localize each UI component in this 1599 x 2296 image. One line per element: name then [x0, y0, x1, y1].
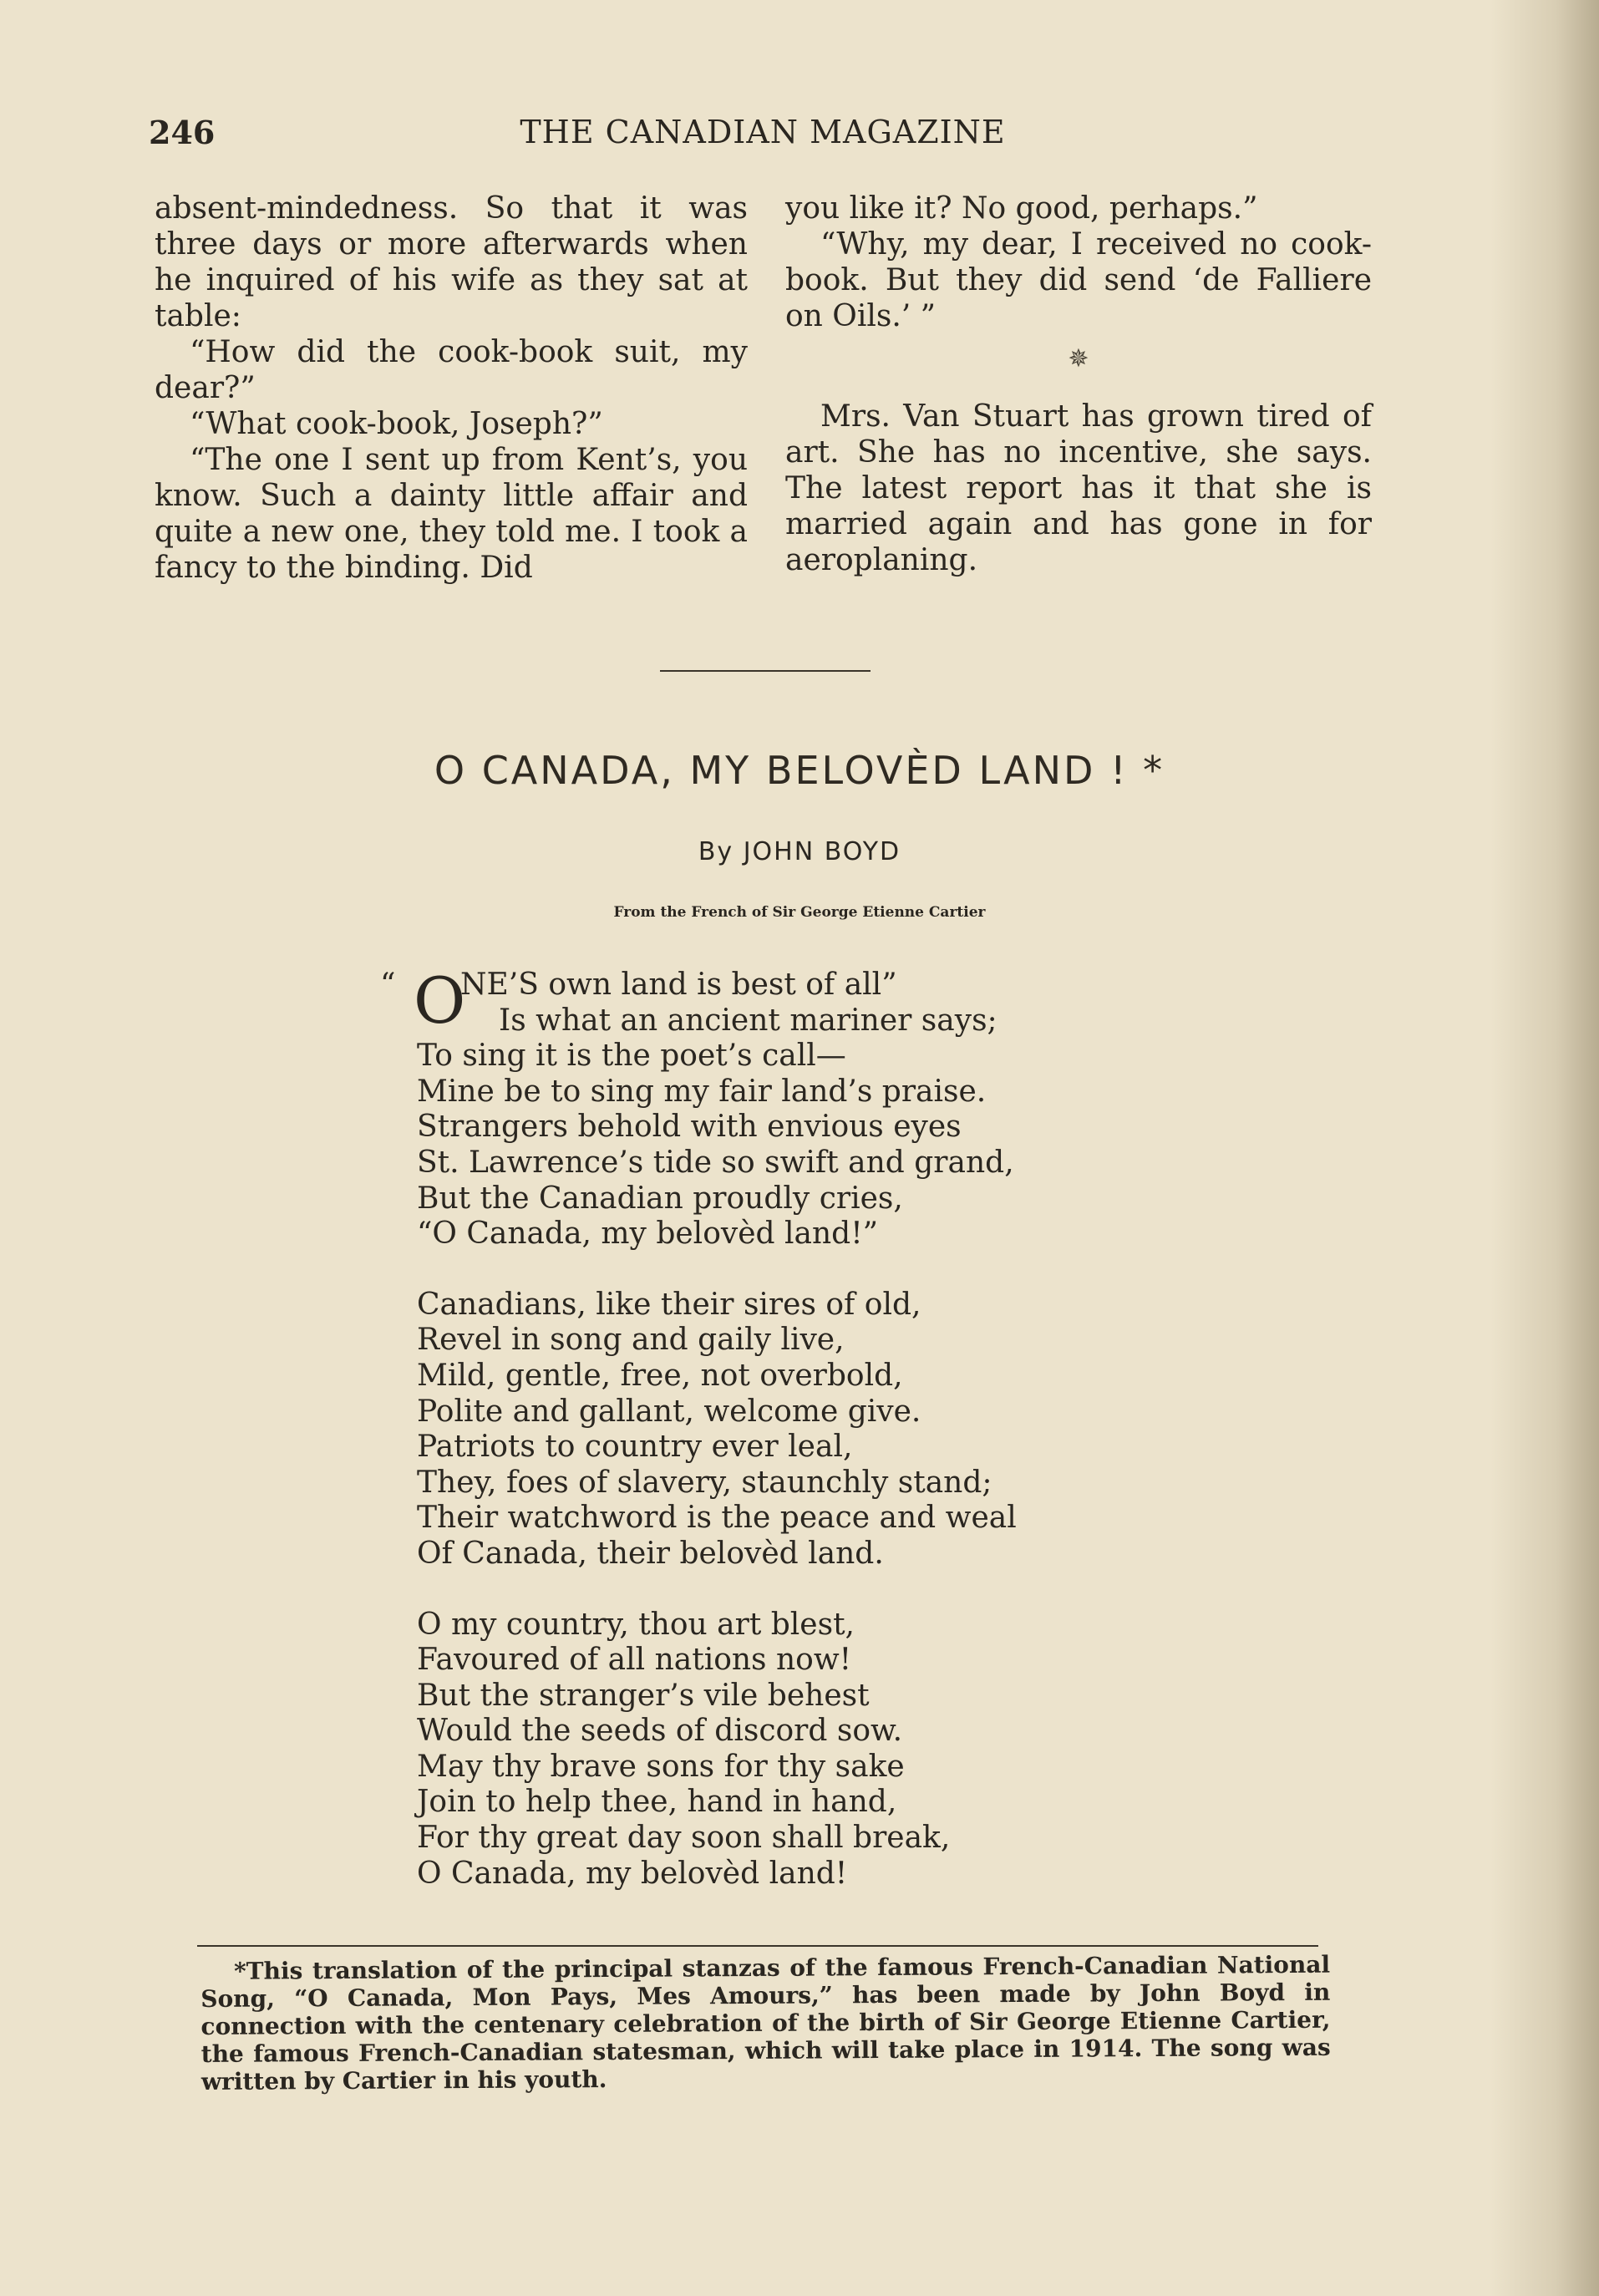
- poem-body: [380, 963, 1132, 1927]
- paragraph: absent-mindedness. So that it was three days or more afterwards when he inquired of his wife as they sat at table:: [155, 191, 748, 333]
- poem-line: Is what an ancient mariner says;: [499, 1003, 997, 1038]
- poem-byline: By JOHN BOYD: [698, 837, 901, 866]
- poem-source: From the French of Sir George Etienne Cartier: [613, 904, 986, 921]
- paragraph: you like it? No good, perhaps.”: [785, 191, 1258, 226]
- paragraph: Mrs. Van Stuart has grown tired of art. She has no incentive, she says. The latest report has it that she is married again and has gone in for aeroplaning.: [785, 399, 1372, 577]
- right-column: [785, 190, 1372, 578]
- poem-line: O my country, thou art blest,: [417, 1607, 855, 1642]
- paragraph: “What cook-book, Joseph?”: [190, 407, 603, 441]
- paragraph: “The one I sent up from Kent’s, you know. Such a dainty little affair and quite a new one, they told me. I took a fancy to the binding. Did: [155, 443, 748, 585]
- poem-title: O CANADA, MY BELOVÈD LAND ! *: [434, 748, 1165, 793]
- poem-line: Would the seeds of discord sow.: [417, 1714, 903, 1749]
- first-line-text: NE’S own land is best of all”: [460, 968, 897, 1002]
- footnote: [201, 1951, 1331, 2095]
- poem-line: Revel in song and gaily live,: [417, 1323, 845, 1358]
- left-column: [155, 190, 748, 586]
- asterisk-ornament-icon: ✵: [1068, 344, 1089, 373]
- poem-line: Mild, gentle, free, not overbold,: [417, 1358, 903, 1393]
- poem-line: O Canada, my belovèd land!: [417, 1856, 848, 1891]
- paragraph: “Why, my dear, I received no cook-book. But they did send ‘de Falliere on Oils.’ ”: [785, 227, 1372, 333]
- section-divider: [660, 670, 871, 672]
- page-header: [149, 114, 1377, 155]
- page-number: 246: [149, 114, 216, 151]
- footnote-text: *This translation of the principal stanzas of the famous French-Canadian National Song, “O Canada, Mon Pays, Mes Amours,” has been made by John Boyd in connection with the centenary celebration of the birth of Sir George Etienne Cartier, the famous French-Canadian statesman, which will take place in 1914. The song was written by Cartier in his youth.: [201, 1950, 1331, 2095]
- poem-line: Their watchword is the peace and weal: [417, 1501, 1017, 1536]
- poem-line: “O Canada, my belovèd land!”: [417, 1217, 879, 1252]
- poem-line: Polite and gallant, welcome give.: [417, 1394, 921, 1429]
- footnote-divider: [197, 1945, 1318, 1947]
- drop-cap: O: [414, 963, 466, 1038]
- poem-line: Patriots to country ever leal,: [417, 1430, 853, 1465]
- poem-line: Mine be to sing my fair land’s praise.: [417, 1074, 987, 1109]
- poem-line: May thy brave sons for thy sake: [417, 1749, 905, 1784]
- poem-line: St. Lawrence’s tide so swift and grand,: [417, 1145, 1014, 1180]
- poem-line: Canadians, like their sires of old,: [417, 1287, 921, 1322]
- poem-line: To sing it is the poet’s call—: [417, 1039, 846, 1074]
- poem-line: But the Canadian proudly cries,: [417, 1181, 903, 1216]
- poem-line: Of Canada, their belovèd land.: [417, 1536, 884, 1571]
- opening-quote: “: [380, 968, 396, 1002]
- stanza: [380, 1288, 1132, 1572]
- running-head: THE CANADIAN MAGAZINE: [520, 114, 1006, 150]
- poem-line: But the stranger’s vile behest: [417, 1678, 870, 1713]
- poem-line: Favoured of all nations now!: [417, 1643, 852, 1678]
- paragraph: “How did the cook-book suit, my dear?”: [155, 335, 748, 405]
- stanza: [380, 963, 1132, 1252]
- poem-line: They, foes of slavery, staunchly stand;: [417, 1465, 992, 1500]
- stanza: [380, 1608, 1132, 1892]
- poem-line: Strangers behold with envious eyes: [417, 1110, 962, 1145]
- poem-line: Join to help thee, hand in hand,: [417, 1785, 897, 1820]
- page-edge-shadow: [1490, 0, 1599, 2296]
- poem-line: For thy great day soon shall break,: [417, 1821, 951, 1856]
